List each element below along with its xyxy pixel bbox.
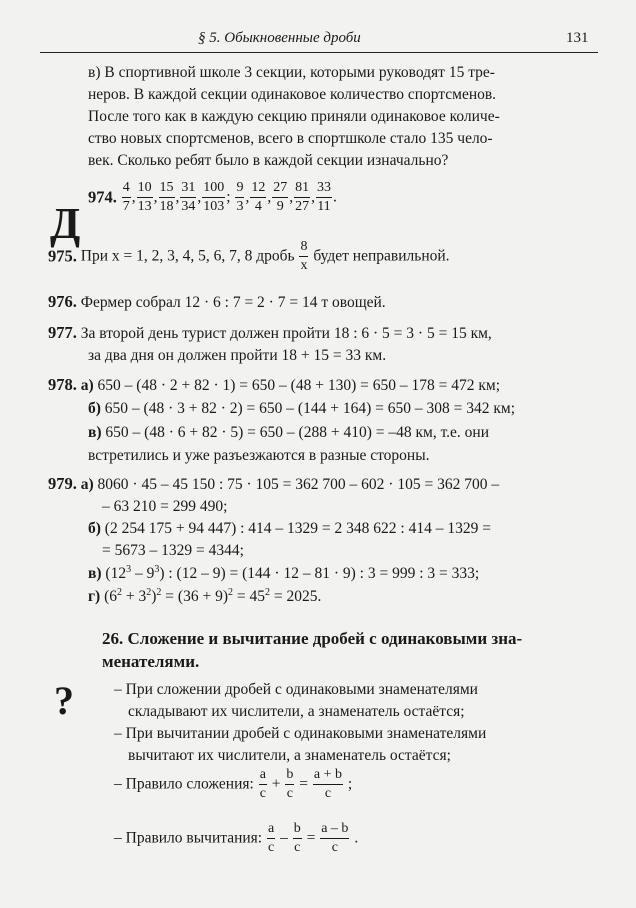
problem-979-a-line-2: – 63 210 = 299 490;	[102, 498, 228, 515]
header-rule	[40, 52, 598, 53]
period: .	[332, 188, 337, 206]
running-header: § 5. Обыкновенные дроби	[198, 30, 361, 46]
problem-974-number: 974.	[88, 187, 117, 207]
problem-979-number: 979.	[48, 474, 77, 493]
fraction-31-over-34: $\frac{31}{34}$	[181, 180, 196, 214]
addition-rule-label: – Правило сложения:	[114, 775, 254, 793]
problem-976-number: 976.	[48, 292, 77, 311]
subtraction-rule-label: – Правило вычитания:	[114, 829, 263, 847]
rule-1-line-1: – При сложении дробей с одинаковыми знаменателями	[114, 681, 478, 698]
minus-sign: –	[280, 829, 288, 847]
fraction-33-over-11: $\frac{33}{11}$	[316, 180, 331, 214]
problem-979-a: 8060 · 45 – 45 150 : 75 · 105 = 362 700 – 602 · 105 = 362 700 –	[97, 476, 500, 493]
fraction-a-over-c: $\frac{a}{c}$	[268, 821, 275, 855]
fraction-a-over-c: $\frac{a}{c}$	[259, 767, 266, 801]
comma: ,	[175, 188, 180, 206]
problem-979-c: $(12^3 - 9^3)$ : (12 – 9) = (144 · 12 – 81 · 9) : 3 = 999 : 3 = 333;	[105, 564, 480, 582]
problem-976-text: Фермер собрал 12 · 6 : 7 = 2 · 7 = 14 т овощей.	[80, 294, 386, 311]
item-label-d: г)	[88, 588, 101, 605]
problem-978-c-row	[88, 422, 489, 444]
fraction-27-over-9: $\frac{27}{9}$	[273, 180, 288, 214]
rule-2-line-1: – При вычитании дробей с одинаковыми знаменателями	[114, 725, 487, 742]
fraction-group-2	[234, 180, 333, 214]
problem-975	[48, 240, 450, 273]
fraction-sum: $\frac{a + b}{c}$	[313, 767, 343, 801]
rule-1-line-2: складывают их числители, а знаменатель остаётся;	[128, 703, 465, 720]
problem-976	[48, 291, 386, 314]
plus-sign: +	[271, 775, 281, 793]
problem-978-c-line-2: встретились и уже разъезжаются в разные стороны.	[88, 447, 430, 464]
problem-977-line-1: За второй день турист должен пройти 18 : 6 · 5 = 3 · 5 = 15 км,	[80, 325, 492, 342]
comma: ,	[153, 188, 158, 206]
problem-979-b-line-2: = 5673 – 1329 = 4344;	[102, 542, 244, 559]
problem-978-b-row	[88, 398, 515, 420]
fraction-81-over-27: $\frac{81}{27}$	[295, 180, 310, 214]
fraction-10-over-13: $\frac{10}{13}$	[137, 180, 152, 214]
intro-line-4: ство новых спортсменов, всего в спортшколе стало 135 чело-	[88, 130, 493, 147]
fraction-15-over-18: $\frac{15}{18}$	[159, 180, 174, 214]
period: .	[354, 829, 359, 847]
fraction-100-over-103: $\frac{100}{103}$	[203, 180, 225, 214]
problem-974	[88, 181, 337, 214]
fraction-9-over-3: $\frac{9}{3}$	[236, 180, 244, 214]
fraction-4-over-7: $\frac{4}{7}$	[122, 180, 130, 214]
item-label-c: в)	[88, 565, 102, 582]
page-number: 131	[566, 30, 589, 46]
section-26-title-line-2: менателями.	[102, 652, 200, 671]
problem-978	[48, 374, 500, 397]
item-label-c: в)	[88, 424, 102, 441]
problem-978-a: 650 – (48 · 2 + 82 · 1) = 650 – (48 + 130) = 650 – 178 = 472 км;	[97, 377, 500, 394]
fraction-b-over-c: $\frac{b}{c}$	[286, 767, 294, 801]
section-26-title-line-1: 26. Сложение и вычитание дробей с одинаковыми зна-	[102, 629, 523, 648]
fraction-group-1	[121, 180, 227, 214]
comma: ,	[245, 188, 250, 206]
item-label-a: а)	[80, 476, 94, 493]
problem-975-number: 975.	[48, 246, 77, 266]
problem-979-d-row	[88, 586, 321, 608]
problem-977	[48, 322, 492, 345]
semicolon: ;	[226, 188, 231, 206]
problem-977-line-2: за два дня он должен пройти 18 + 15 = 33 км.	[88, 347, 387, 364]
equals-sign: =	[299, 775, 309, 793]
intro-line-1: в) В спортивной школе 3 секции, которыми руководят 15 тре-	[88, 64, 495, 81]
item-label-b: б)	[88, 520, 101, 537]
problem-977-number: 977.	[48, 323, 77, 342]
rule-2-line-2: вычитают их числители, а знаменатель остаётся;	[128, 747, 451, 764]
problem-975-text-before: При x = 1, 2, 3, 4, 5, 6, 7, 8 дробь	[80, 247, 295, 265]
fraction-b-over-c: $\frac{b}{c}$	[293, 821, 301, 855]
item-label-b: б)	[88, 400, 101, 417]
intro-line-3: После того как в каждую секцию приняли одинаковое количе-	[88, 108, 500, 125]
problem-978-number: 978.	[48, 375, 77, 394]
fraction-8-over-x: $\frac{8}{x}$	[300, 239, 308, 273]
addition-rule	[114, 768, 352, 801]
comma: ,	[311, 188, 315, 206]
problem-979-b: (2 254 175 + 94 447) : 414 – 1329 = 2 348 622 : 414 – 1329 =	[104, 520, 491, 537]
margin-letter-d: Д	[50, 199, 81, 248]
intro-line-2: неров. В каждой секции одинаковое количество спортсменов.	[88, 86, 497, 103]
intro-line-5: век. Сколько ребят было в каждой секции изначально?	[88, 152, 449, 169]
fraction-12-over-4: $\frac{12}{4}$	[251, 180, 266, 214]
comma: ,	[197, 188, 202, 206]
problem-978-b: 650 – (48 · 3 + 82 · 2) = 650 – (144 + 164) = 650 – 308 = 342 км;	[104, 400, 515, 417]
comma: ,	[131, 188, 136, 206]
question-mark-icon: ?	[54, 678, 74, 723]
problem-979-d: $(6^2 + 3^2)^2 = (36 + 9)^2 = 45^2 = 2025$.	[104, 587, 322, 605]
item-label-a: а)	[80, 377, 94, 394]
problem-979-c-row	[88, 563, 479, 585]
problem-975-text-after: будет неправильной.	[313, 247, 450, 265]
comma: ,	[267, 188, 272, 206]
problem-979-b-row	[88, 518, 491, 540]
subtraction-rule	[114, 822, 358, 855]
problem-978-c: 650 – (48 · 6 + 82 · 5) = 650 – (288 + 410) = –48 км, т.е. они	[105, 424, 490, 441]
equals-sign: =	[306, 829, 316, 847]
semicolon: ;	[347, 775, 353, 793]
comma: ,	[289, 188, 294, 206]
fraction-difference: $\frac{a - b}{c}$	[321, 821, 349, 855]
problem-979	[48, 473, 499, 496]
